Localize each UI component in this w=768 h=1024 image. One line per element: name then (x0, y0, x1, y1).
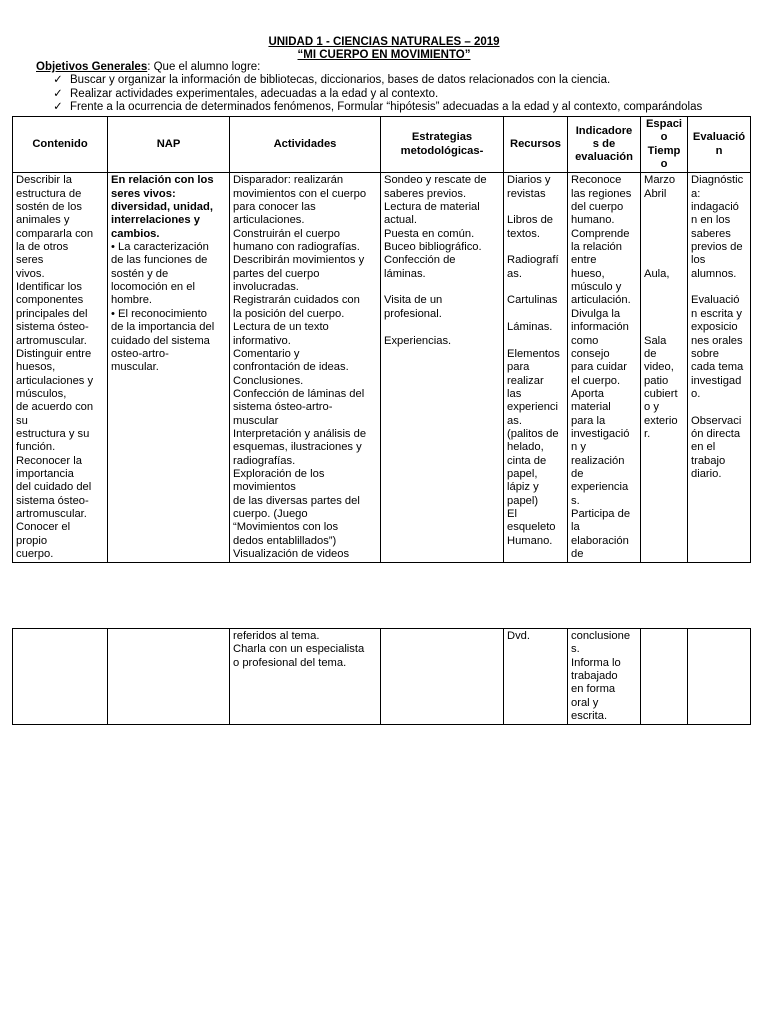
document-title: UNIDAD 1 - CIENCIAS NATURALES – 2019 (268, 36, 500, 48)
checkmark-icon: ✓ (53, 74, 63, 86)
checkmark-icon: ✓ (53, 101, 63, 114)
cell-nap (108, 629, 230, 725)
objectives-heading-rest: : Que el alumno logre: (147, 61, 261, 73)
cell-recursos: Dvd. (504, 629, 568, 725)
objective-item (52, 101, 702, 115)
header-actividades: Actividades (230, 117, 381, 173)
table-row (13, 173, 751, 563)
cell-nap (108, 173, 230, 563)
document-subtitle: “MI CUERPO EN MOVIMIENTO” (297, 49, 471, 61)
checkmark-icon: ✓ (53, 87, 63, 100)
header-indicadores: Indicadore s de evaluación (568, 117, 641, 173)
cell-actividades: Disparador: realizarán movimientos con el cuerpo para conocer las articulaciones. Construirán el cuerpo humano con radiografías. Describirán movimientos y partes del cuerpo involucradas. Registrarán cuidados con la posición del cuerpo. Lectura de un texto informativo. Comentario y confrontación de ideas. Conclusiones. Confección de láminas del sistema ósteo-artro- muscular Interpretación y análisis de esquemas, ilustraciones y radiografías. Exploración de los movimientos de las diversas partes del cuerpo. (Juego “Movimientos con los dedos entablillados”) Visualización de videos (230, 173, 381, 563)
nap-text: • La caracterización de las funciones de sostén y de locomoción en el hombre. • El reconocimiento de la importancia del cuidado del sistema osteo-artro- muscular. (111, 241, 215, 374)
cell-espacio: Marzo Abril Aula, Sala de video, patio cubiert o y exterio r. (641, 173, 688, 563)
header-estrategias: Estrategias metodológicas- (381, 117, 504, 173)
cell-contenido (13, 629, 108, 725)
objective-text: Realizar actividades experimentales, adecuadas a la edad y al contexto. (70, 87, 439, 100)
objective-item (52, 88, 702, 102)
cell-espacio (641, 629, 688, 725)
planning-table-continued (12, 628, 751, 725)
objective-item (52, 74, 702, 88)
objective-text: Buscar y organizar la información de bibliotecas, diccionarios, bases de datos relacionados con la ciencia. (70, 74, 611, 86)
cell-evaluacion (688, 629, 751, 725)
header-evaluacion: Evaluació n (688, 117, 751, 173)
cell-estrategias (381, 629, 504, 725)
table-row (13, 629, 751, 725)
cell-actividades: referidos al tema. Charla con un especialista o profesional del tema. (230, 629, 381, 725)
objectives-heading (36, 61, 260, 74)
header-recursos: Recursos (504, 117, 568, 173)
cell-indicadores: Reconoce las regiones del cuerpo humano. Comprende la relación entre hueso, músculo y articulación. Divulga la información como consejo para cuidar el cuerpo. Aporta material para la investigació n y realización de experiencia s. Participa de la elaboración de (568, 173, 641, 563)
header-espacio: Espaci o Tiemp o (641, 117, 688, 173)
planning-table (12, 116, 751, 563)
cell-estrategias: Sondeo y rescate de saberes previos. Lectura de material actual. Puesta en común. Buceo bibliográfico. Confección de láminas. Visita de un profesional. Experiencias. (381, 173, 504, 563)
objectives-list (52, 74, 702, 115)
nap-heading: En relación con los seres vivos: diversidad, unidad, interrelaciones y cambios. (111, 174, 214, 240)
header-contenido: Contenido (13, 117, 108, 173)
cell-contenido: Describir la estructura de sostén de los animales y compararla con la de otros seres vivos. Identificar los componentes principales del sistema ósteo- artromuscular. Distinguir entre huesos, articulaciones y músculos, de acuerdo con su estructura y su función. Reconocer la importancia del cuidado del sistema ósteo- artromuscular. Conocer el propio cuerpo. (13, 173, 108, 563)
objective-text: Frente a la ocurrencia de determinados fenómenos, Formular “hipótesis” adecuadas a la edad y al contexto, comparándolas (70, 101, 703, 114)
table-header-row (13, 117, 751, 173)
header-nap: NAP (108, 117, 230, 173)
cell-recursos: Diarios y revistas Libros de textos. Radiografí as. Cartulinas Láminas. Elementos para realizar las experienci as. (palitos de helado, cinta de papel, lápiz y papel) El esqueleto Humano. (504, 173, 568, 563)
objectives-heading-label: Objetivos Generales (36, 61, 148, 73)
cell-indicadores: conclusione s. Informa lo trabajado en forma oral y escrita. (568, 629, 641, 725)
cell-evaluacion: Diagnóstic a: indagació n en los saberes previos de los alumnos. Evaluació n escrita y exposicio nes orales sobre cada tema investigad o. Observaci ón directa en el trabajo diario. (688, 173, 751, 563)
